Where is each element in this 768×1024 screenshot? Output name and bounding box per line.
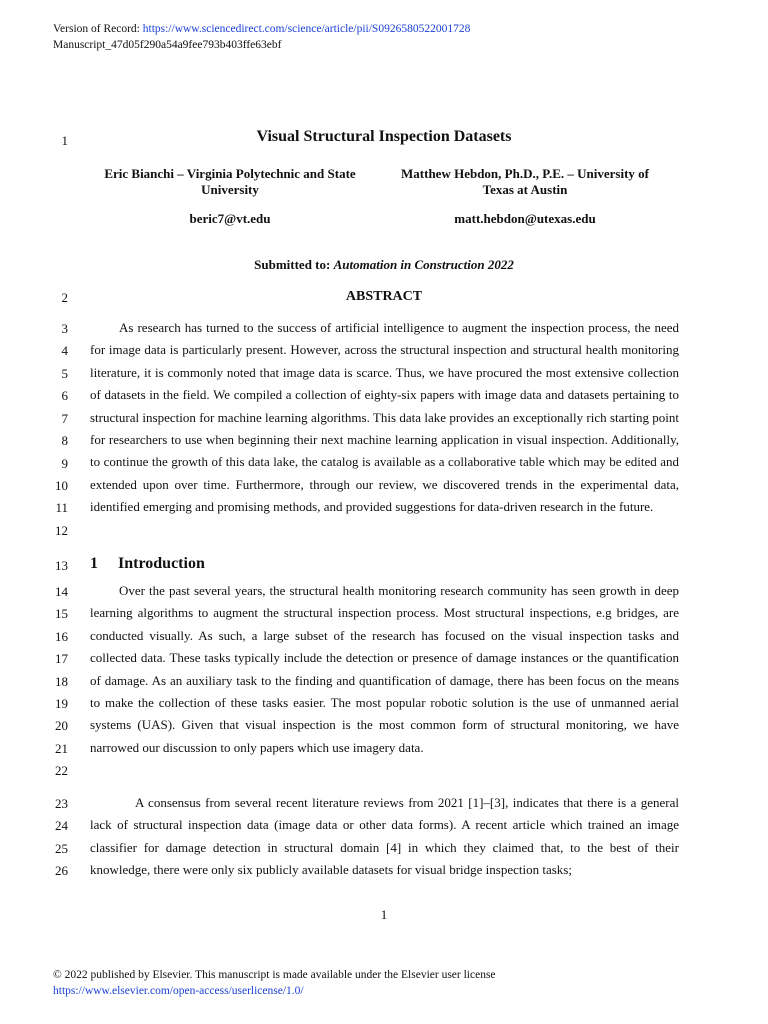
section-title: Introduction bbox=[118, 555, 205, 572]
line-number: 11 bbox=[55, 500, 68, 515]
line-number: 20 bbox=[55, 718, 68, 733]
line-number: 13 bbox=[55, 558, 68, 573]
submitted-label: Submitted to: bbox=[254, 257, 334, 272]
line-number: 6 bbox=[61, 388, 68, 403]
submitted-to bbox=[0, 257, 768, 273]
line-number: 8 bbox=[61, 433, 68, 448]
line-number: 26 bbox=[55, 863, 68, 878]
line-number: 15 bbox=[55, 606, 68, 621]
line-number: 3 bbox=[61, 321, 68, 336]
line-number: 21 bbox=[55, 741, 68, 756]
line-number: 9 bbox=[61, 456, 68, 471]
line-number: 7 bbox=[61, 411, 68, 426]
version-label: Version of Record: bbox=[53, 23, 143, 35]
paper-title: Visual Structural Inspection Datasets bbox=[256, 128, 512, 145]
line-number: 12 bbox=[55, 523, 68, 538]
author-1-email: beric7@vt.edu bbox=[189, 211, 271, 226]
line-number: 18 bbox=[55, 674, 68, 689]
version-link[interactable]: https://www.sciencedirect.com/science/article/pii/S0926580522001728 bbox=[142, 23, 471, 35]
license-text: © 2022 published by Elsevier. This manuscript is made available under the Elsevier user license bbox=[53, 969, 496, 981]
intro-paragraph-2: A consensus from several recent literature reviews from 2021 [1]–[3], indicates that there is a general lack of structural inspection data (image data or other data forms). A recent article which trained an image classifier for damage detection in structural domain [4] in which they claimed that, to the best of their knowledge, there were only six publicly available datasets for visual bridge inspection tasks; bbox=[90, 795, 679, 878]
line-number: 24 bbox=[55, 818, 68, 833]
version-of-record bbox=[53, 22, 470, 36]
line-number: 17 bbox=[55, 651, 68, 666]
line-number: 1 bbox=[61, 133, 68, 148]
submitted-venue: Automation in Construction 2022 bbox=[333, 257, 514, 272]
abstract-heading: ABSTRACT bbox=[345, 289, 423, 304]
line-number: 22 bbox=[55, 763, 68, 778]
manuscript-id: Manuscript_47d05f290a54a9fee793b403ffe63ebf bbox=[53, 39, 282, 51]
line-number: 25 bbox=[55, 841, 68, 856]
section-heading bbox=[90, 555, 205, 573]
line-number: 14 bbox=[55, 584, 68, 599]
author-2-name: Matthew Hebdon, Ph.D., P.E. – University of Texas at Austin bbox=[401, 166, 649, 197]
line-number: 23 bbox=[55, 796, 68, 811]
author-1-name: Eric Bianchi – Virginia Polytechnic and State University bbox=[104, 166, 356, 197]
line-number: 5 bbox=[61, 366, 68, 381]
line-number: 10 bbox=[55, 478, 68, 493]
section-number: 1 bbox=[90, 555, 98, 572]
author-2-email: matt.hebdon@utexas.edu bbox=[454, 211, 596, 226]
intro-paragraph-1: Over the past several years, the structural health monitoring research community has seen growth in deep learning algorithms to augment the structural inspection process. Most structural inspections, e.g bridges, are conducted visually. As such, a large subset of the research has focused on the visual inspection tasks and collected data. These tasks typically include the detection or presence of damage instances or the quantification of damage. As an auxiliary task to the finding and quantification of damage, there has been focus on the means to make the collection of these tasks easier. The most popular robotic solution is the use of unmanned aerial systems (UAS). Given that visual inspection is the most common form of structural monitoring, we have narrowed our discussion to only papers which use imagery data. bbox=[90, 583, 679, 755]
license-link[interactable]: https://www.elsevier.com/open-access/userlicense/1.0/ bbox=[53, 985, 304, 997]
line-number: 16 bbox=[55, 629, 68, 644]
abstract-body: As research has turned to the success of artificial intelligence to augment the inspection process, the need for image data is particularly present. However, across the structural inspection and structural health monitoring literature, it is commonly noted that image data is scarce. Thus, we have procured the most extensive collection of datasets in the field. We compiled a collection of eighty-six papers with image data and datasets pertaining to structural inspection for machine learning algorithms. This data lake provides an exceptionally rich starting point for researchers to use when beginning their next machine learning application in visual inspection. Additionally, to continue the growth of this data lake, the catalog is available as a collaborative table which may be edited and extended upon over time. Furthermore, through our review, we discovered trends in the experimental data, identified emerging and promising methods, and provided suggestions for data-driven research in the future. bbox=[90, 320, 679, 515]
page-number: 1 bbox=[380, 907, 388, 922]
line-number: 2 bbox=[61, 290, 68, 305]
line-number: 19 bbox=[55, 696, 68, 711]
line-number: 4 bbox=[61, 343, 68, 358]
